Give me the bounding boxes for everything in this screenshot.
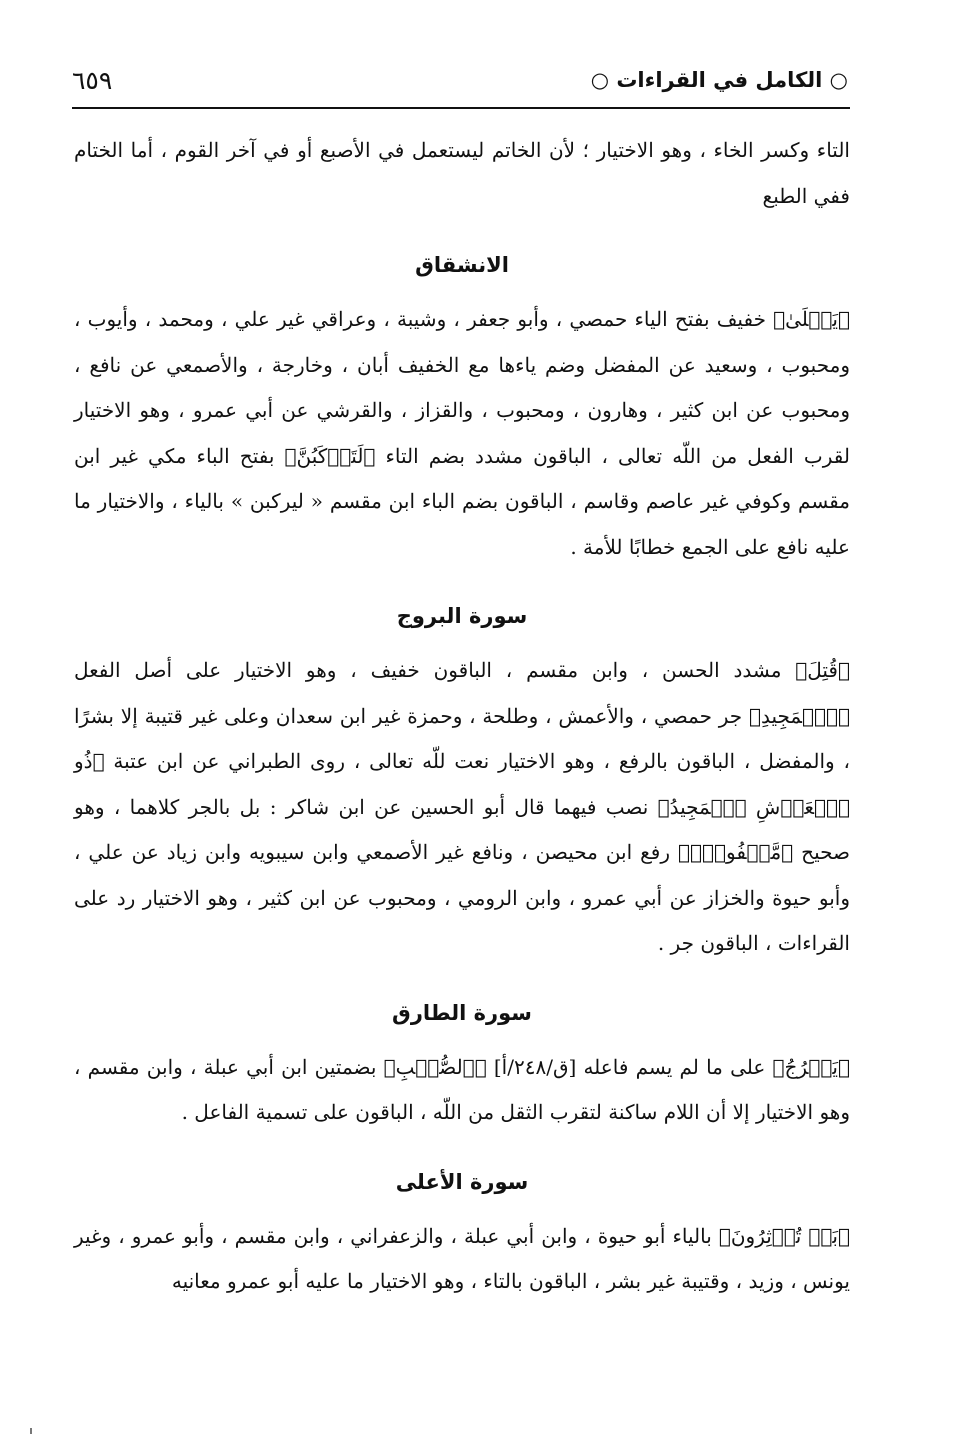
- section-title-buruj: سورة البروج: [396, 604, 528, 628]
- spacer: [74, 967, 850, 981]
- running-title: ○ الكامل في القراءات ○: [590, 68, 848, 92]
- section-paragraph: ﴿قُتِلَ﴾ مشدد الحسن ، وابن مقسم ، الباقون خفيف ، وهو الاختيار على أصل الفعل ﴿ٱلۡمَجِيدِ﴾ جر حمصي ، والأعمش ، وطلحة ، وحمزة غير ابن سعدان وعلى غير قتيبة إلا بشرًا ، والمفضل ، الباقون بالرفع ، وهو الاختيار نعت للّه تعالى ، روى الطبراني عن ابن عتبة ﴿ذُو ٱلۡعَرۡشِ ٱلۡمَجِيدُ﴾ نصب فيهما قال أبو الحسين عن ابن شاكر : بل بالجر كلاهما ، وهو صحيح ﴿مَّحۡفُوظِۭ﴾ رفع ابن محيصن ، ونافع غير الأصمعي وابن سيبويه وابن زياد عن علي ، وأبو حيوة والخزاز عن أبي عمرو ، وابن الرومي ، ومحبوب عن ابن كثير ، وهو الاختيار رد على القراءات ، الباقون جر .: [74, 658, 851, 955]
- section-title-ala: سورة الأعلى: [395, 1169, 529, 1194]
- spacer: [74, 1136, 850, 1150]
- section-paragraph: ﴿يَخۡرُجُ﴾ على ما لم يسم فاعله [ق/٢٤٨/أ] ﴿ٱلصُّلۡبِ﴾ بضمتين ابن أبي عبلة ، وابن مقسم ، وهو الاختيار إلا أن اللام ساكنة لتقرب الثقل من اللّه ، الباقون على تسمية الفاعل .: [74, 1054, 850, 1124]
- header-rule: [72, 107, 850, 109]
- section-title-inshiqaq: الانشقاق: [415, 253, 509, 277]
- section-paragraph: ﴿بَلۡ تُؤۡثِرُونَ﴾ بالياء أبو حيوة ، وابن أبي عبلة ، والزعفراني ، وابن مقسم ، وأبو عمرو ، وغير يونس ، وزيد ، وقتيبة غير بشر ، الباقون بالتاء ، وهو الاختيار ما عليه أبو عمرو معانيه: [74, 1223, 850, 1293]
- scan-edge-mark: [30, 1428, 32, 1434]
- section-paragraph: ﴿يَصۡلَىٰ﴾ خفيف بفتح الياء حمصي ، وأبو جعفر ، وشيبة ، وعراقي غير علي ، ومحمد ، وأيوب ، ومحبوب ، وسعيد عن المفضل وضم ياءها مع الخفيف أبان ، وخارجة ، والأصمعي عن نافع ، ومحبوب عن ابن كثير ، وهارون ، ومحبوب ، والقزاز ، والقرشي عن أبي عمرو ، وهو الاختيار لقرب الفعل من اللّه تعالى ، الباقون مشدد بضم التاء ﴿لَتَرۡكَبُنَّ﴾ بفتح الباء مكي غير ابن مقسم وكوفي غير عاصم وقاسم ، الباقون بضم الباء ابن مقسم « ليركبن » بالياء ، والاختيار ما عليه نافع على الجمع خطابًا للأمة .: [74, 307, 850, 559]
- page-header: [72, 62, 848, 106]
- opening-paragraph: التاء وكسر الخاء ، وهو الاختيار ؛ لأن الخاتم ليستعمل في الأصبع أو في آخر القوم ، أما الختام ففي الطبع: [74, 138, 850, 208]
- page-number: ٦٥٩: [72, 66, 113, 95]
- body-text: [74, 128, 850, 1305]
- spacer: [74, 570, 850, 584]
- spacer: [74, 219, 850, 233]
- section-title-tariq: سورة الطارق: [392, 1000, 532, 1025]
